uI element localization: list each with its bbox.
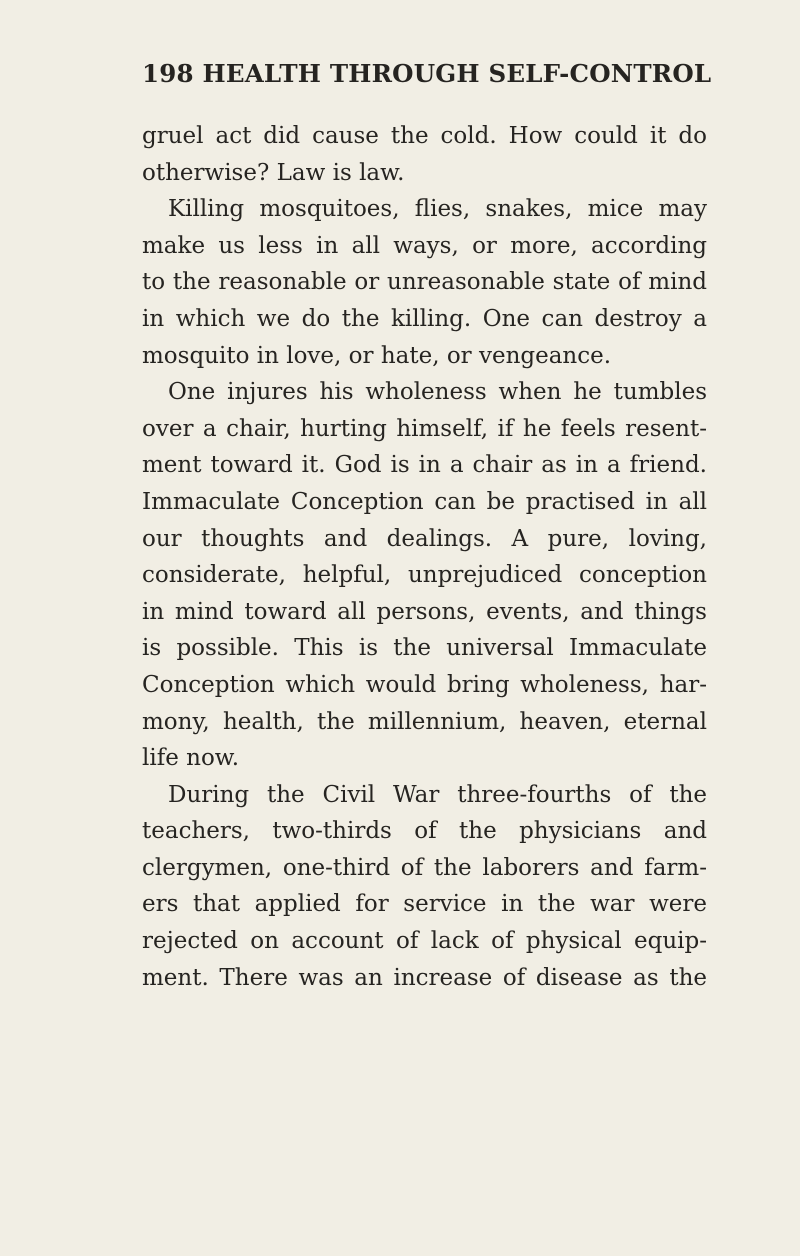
text-line: ment toward it. God is in a chair as in a friend. (142, 452, 707, 479)
text-line: ers that applied for service in the war were (142, 891, 707, 918)
text-line: teachers, two-thirds of the physicians and (142, 818, 707, 845)
text-line: Immaculate Conception can be practised in all (142, 488, 707, 515)
text-line: During the Civil War three-fourths of the (168, 781, 707, 808)
text-line: clergymen, one-third of the laborers and farm- (142, 854, 707, 881)
text-line: otherwise? Law is law. (142, 159, 405, 186)
text-line: our thoughts and dealings. A pure, loving, (142, 525, 707, 552)
text-line: is possible. This is the universal Immaculate (142, 635, 707, 662)
text-line: mony, health, the millennium, heaven, eternal (142, 708, 707, 735)
text-line: over a chair, hurting himself, if he feels resent- (142, 415, 707, 442)
text-line: make us less in all ways, or more, according (142, 232, 707, 259)
text-line: Conception which would bring wholeness, har- (142, 671, 707, 698)
text-line: ment. There was an increase of disease as the (142, 964, 707, 991)
text-line: gruel act did cause the cold. How could it do (142, 123, 707, 149)
text-line: Killing mosquitoes, flies, snakes, mice may (168, 196, 707, 223)
text-line: in which we do the killing. One can destroy a (142, 305, 707, 332)
text-line: considerate, helpful, unprejudiced conception (142, 562, 707, 589)
body-text (142, 118, 707, 996)
running-head: 198 HEALTH THROUGH SELF-CONTROL (142, 59, 712, 88)
text-line: life now. (142, 745, 240, 772)
text-line: mosquito in love, or hate, or vengeance. (142, 342, 612, 369)
text-line: to the reasonable or unreasonable state of mind (142, 269, 707, 296)
text-line: One injures his wholeness when he tumbles (168, 379, 707, 406)
text-line: rejected on account of lack of physical equip- (142, 928, 707, 955)
text-line: in mind toward all persons, events, and things (142, 598, 707, 625)
